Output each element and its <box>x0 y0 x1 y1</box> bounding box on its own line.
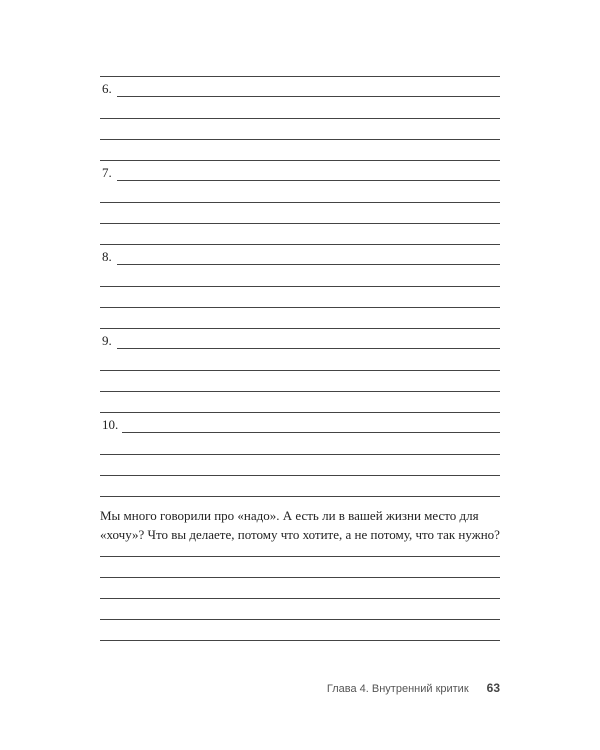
answer-line <box>100 598 500 599</box>
item-number: 10. <box>102 417 119 432</box>
numbered-item-7 <box>100 161 500 181</box>
answer-line <box>100 307 500 308</box>
answer-line <box>100 640 500 641</box>
page-footer <box>327 681 500 695</box>
answer-line <box>100 286 500 287</box>
answer-line <box>100 391 500 392</box>
answer-line <box>100 475 500 476</box>
prompt-line-1: Мы много говорили про «надо». А есть ли в вашей жизни место для <box>100 508 479 523</box>
item-number: 8. <box>102 249 112 264</box>
prompt-line-2: «хочу»? Что вы делаете, потому что хотите, а не потому, что так нужно? <box>100 527 500 542</box>
numbered-item-6 <box>100 77 500 97</box>
answer-line <box>122 432 500 433</box>
page-number: 63 <box>486 681 500 695</box>
answer-line <box>100 496 500 497</box>
item-number: 6. <box>102 81 112 96</box>
answer-line <box>100 202 500 203</box>
answer-line <box>100 223 500 224</box>
answer-line <box>117 348 500 349</box>
item-number: 7. <box>102 165 112 180</box>
numbered-item-8 <box>100 245 500 265</box>
numbered-item-10 <box>100 413 500 433</box>
prompt-paragraph <box>100 506 504 544</box>
chapter-title: Глава 4. Внутренний критик <box>326 683 469 695</box>
answer-line <box>117 180 500 181</box>
answer-line <box>100 370 500 371</box>
answer-line <box>100 577 500 578</box>
answer-line <box>100 139 500 140</box>
answer-line <box>117 96 500 97</box>
answer-line <box>100 454 500 455</box>
item-number: 9. <box>102 333 112 348</box>
answer-line <box>100 556 500 557</box>
numbered-item-9 <box>100 329 500 349</box>
answer-line <box>100 619 500 620</box>
answer-line <box>100 118 500 119</box>
answer-line <box>117 264 500 265</box>
